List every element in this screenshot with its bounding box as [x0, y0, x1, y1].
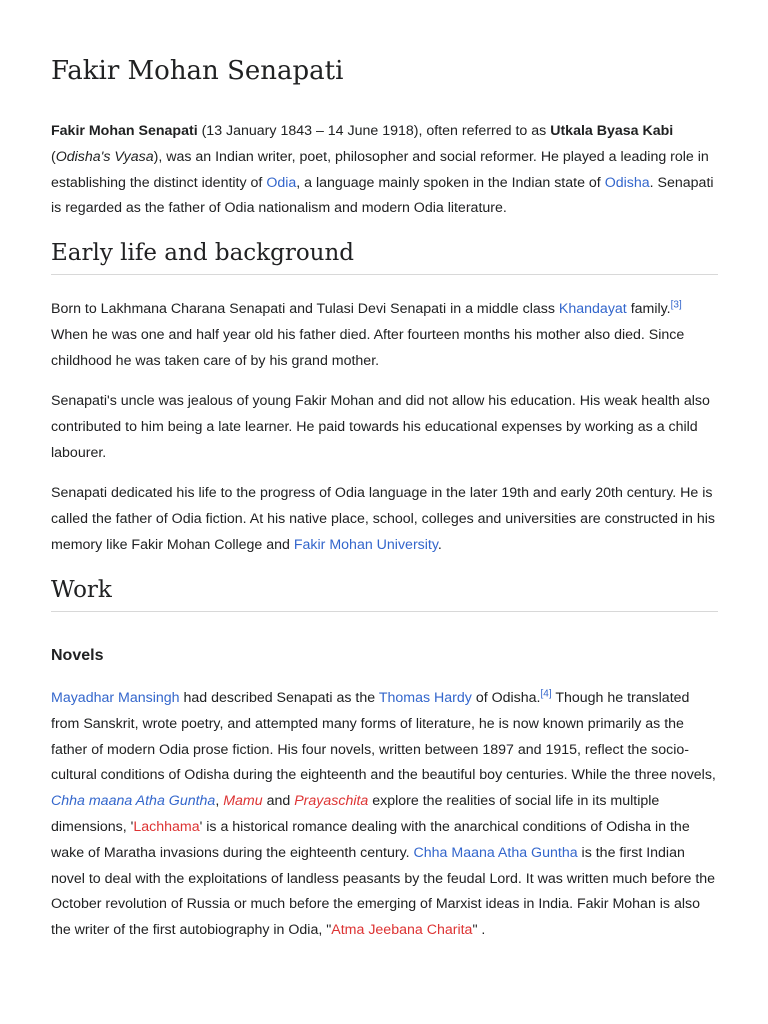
subject-name: Fakir Mohan Senapati: [51, 123, 198, 139]
alias-name: Utkala Byasa Kabi: [550, 123, 674, 139]
paragraph-text: Though he translated from Sanskrit, wrote poetry, and attempted many forms of literature, he is now known primarily as the father of modern Odia prose fiction. His four novels, written between 1897 and 1915, reflect the socio-cultural conditions of Odisha during the eighteenth and the beautiful boy centuries. While the three novels,: [51, 690, 716, 784]
reference-3[interactable]: [3]: [670, 299, 682, 311]
heading-work: Work: [51, 577, 718, 612]
link-mamu[interactable]: Mamu: [223, 793, 263, 810]
alias-italic: Odisha's Vyasa: [55, 148, 154, 165]
heading-early-life: Early life and background: [51, 240, 718, 275]
paragraph-text: family.: [626, 301, 671, 317]
link-odia[interactable]: Odia: [266, 174, 297, 191]
paragraph-text: had described Senapati as the: [179, 690, 379, 706]
link-chha-maana-atha-guntha[interactable]: Chha maana Atha Guntha: [51, 793, 216, 810]
link-fakir-mohan-university[interactable]: Fakir Mohan University: [293, 536, 438, 553]
link-atma-jeebana-charita[interactable]: Atma Jeebana Charita: [331, 922, 473, 939]
paragraph-text: Born to Lakhmana Charana Senapati and Tulasi Devi Senapati in a middle class: [51, 301, 559, 317]
early-life-paragraph-3: [51, 481, 718, 558]
paragraph-text: and: [262, 793, 295, 810]
heading-novels: Novels: [51, 647, 104, 664]
intro-text: (: [51, 148, 56, 165]
intro-text: , a language mainly spoken in the Indian state of: [296, 174, 605, 191]
intro-text: . Senapati is regarded as the father of Odia nationalism and modern Odia literature.: [51, 174, 714, 217]
paragraph-text: ,: [215, 793, 224, 810]
reference-4[interactable]: [4]: [540, 688, 552, 700]
paragraph-text: When he was one and half year old his father died. After fourteen months his mother also died. Since childhood he was taken care of by his grand mother.: [51, 326, 685, 369]
paragraph-text: is the first Indian novel to deal with the exploitations of landless peasants by the feudal Lord. It was written much before the October revolution of Russia or much before the emerging of Marxist ideas in India. Fakir Mohan is also the writer of the first autobiography in Odia, ": [51, 844, 716, 939]
early-life-paragraph-1: [51, 297, 718, 374]
novels-paragraph: [51, 686, 718, 944]
link-khandayat[interactable]: Khandayat: [558, 301, 627, 317]
paragraph-text: of Odisha.: [471, 690, 541, 706]
paragraph-text: Senapati dedicated his life to the progress of Odia language in the later 19th and early 20th century. He is called the father of Odia fiction. At his native place, school, colleges and universities are constructed in his memory like Fakir Mohan College and: [51, 485, 716, 553]
early-life-paragraph-2: Senapati's uncle was jealous of young Fakir Mohan and did not allow his education. His weak health also contributed to him being a late learner. He paid towards his educational expenses by working as a child labourer.: [51, 393, 710, 461]
link-prayaschita[interactable]: Prayaschita: [294, 793, 369, 810]
link-lachhama[interactable]: Lachhama: [133, 818, 200, 835]
link-odisha[interactable]: Odisha: [604, 174, 650, 191]
paragraph-text: explore the realities of social life in its multiple dimensions, ': [51, 793, 660, 835]
intro-text: (13 January 1843 – 14 June 1918), often referred to as: [197, 123, 551, 139]
page-title: Fakir Mohan Senapati: [51, 56, 344, 86]
paragraph-text: .: [437, 536, 442, 553]
link-chha-maana-atha-guntha-2[interactable]: Chha Maana Atha Guntha: [413, 844, 578, 861]
paragraph-text: ' is a historical romance dealing with the anarchical conditions of Odisha in the wake of Maratha invasions during the eighteenth century.: [51, 818, 690, 861]
link-thomas-hardy[interactable]: Thomas Hardy: [378, 690, 472, 706]
paragraph-text: " .: [472, 922, 486, 939]
intro-paragraph: [51, 119, 718, 222]
link-mayadhar-mansingh[interactable]: Mayadhar Mansingh: [51, 690, 180, 706]
intro-text: ), was an Indian writer, poet, philosopher and social reformer. He played a leading role in establishing the distinct identity of: [51, 148, 709, 191]
